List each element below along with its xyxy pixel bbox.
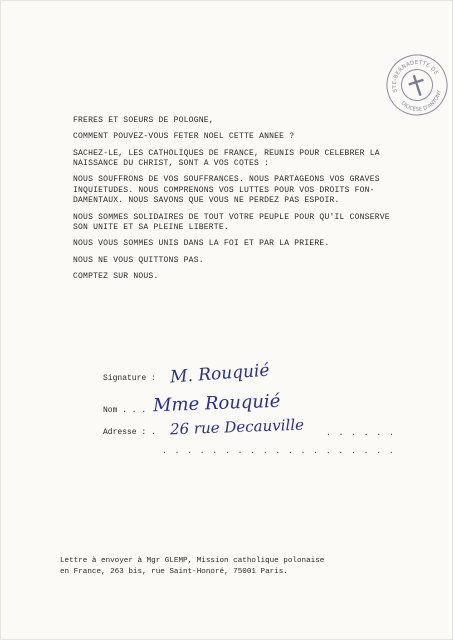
signature-label: Signature : — [103, 374, 156, 383]
handwritten-signature: M. Rouquié — [169, 360, 271, 388]
letter-paragraph: COMMENT POUVEZ-VOUS FETER NOEL CETTE ANNEE ? — [73, 132, 295, 142]
address-dotted-line: . . . . . . — [326, 429, 396, 438]
stamp-text-top: STE-BERNADETTE DE — [391, 59, 440, 93]
handwritten-name: Mme Rouquié — [152, 390, 281, 417]
letter-paragraph: NOUS SOMMES SOLIDAIRES DE TOUT VOTRE PEUPLE POUR QU'IL CONSERVE SON UNITE ET SA PLEINE LIBERTE. — [73, 212, 390, 233]
parish-stamp — [384, 52, 450, 118]
letter-paragraph: NOUS NE VOUS QUITTONS PAS. — [73, 255, 204, 265]
letter-paragraph: NOUS VOUS SOMMES UNIS DANS LA FOI ET PAR LA PRIERE. — [73, 239, 330, 249]
nom-label: Nom . . . — [103, 406, 147, 415]
cross-icon — [408, 74, 426, 96]
stamp-text-bottom: DIOCÈSE D'ANTONY — [399, 89, 443, 113]
letter-paragraph: SACHEZ-LE, LES CATHOLIQUES DE FRANCE, REUNIS POUR CELEBRER LA NAISSANCE DU CHRIST, SONT A VOS COTES : — [73, 148, 380, 169]
letter-paragraph: COMPTEZ SUR NOUS. — [73, 272, 159, 282]
letter-paragraph: NOUS SOUFFRONS DE VOS SOUFFRANCES. NOUS PARTAGEONS VOS GRAVES INQUIETUDES. NOUS COMPRENONS VOS LUTTES POUR VOS DROITS FON- DAMENTAUX. NOUS SAVONS QUE VOUS NE PERDEZ PAS ESPOIR. — [73, 175, 380, 206]
mailing-instructions: Lettre à envoyer à Mgr GLEMP, Mission catholique polonaise en France, 263 bis, rue Saint-Honoré, 75001 Paris. — [60, 557, 325, 576]
address-dotted-line-2: . . . . . . . . . . . . . . . . . . . — [162, 447, 396, 456]
handwritten-address: 26 rue Decauville — [169, 415, 305, 439]
letter-paragraph: FRERES ET SOEURS DE POLOGNE, — [73, 116, 214, 125]
adresse-label: Adresse : . — [103, 428, 156, 437]
letter-body — [73, 116, 438, 288]
